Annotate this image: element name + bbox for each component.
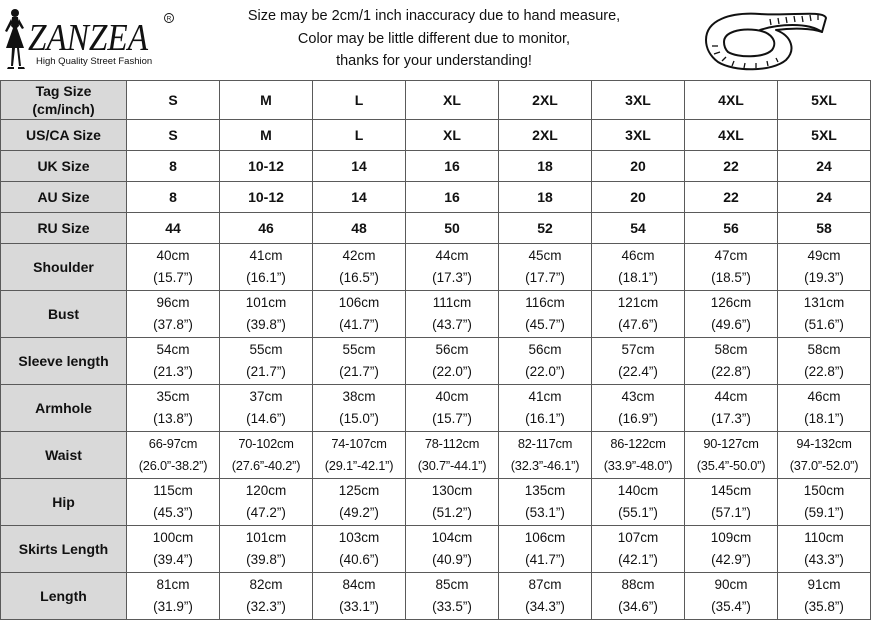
table-cell: 115cm (45.3”) — [127, 479, 220, 526]
table-row — [1, 291, 871, 338]
table-cell: XL — [406, 120, 499, 151]
row-label: Sleeve length — [1, 338, 127, 385]
table-cell: 3XL — [592, 120, 685, 151]
table-cell: 44cm (17.3”) — [685, 385, 778, 432]
table-cell: 16 — [406, 182, 499, 213]
table-cell: 109cm (42.9”) — [685, 526, 778, 573]
table-cell: 24 — [778, 151, 871, 182]
table-cell: 126cm (49.6”) — [685, 291, 778, 338]
table-cell: 41cm (16.1”) — [499, 385, 592, 432]
table-cell: 24 — [778, 182, 871, 213]
table-cell: 56 — [685, 213, 778, 244]
table-cell: 121cm (47.6”) — [592, 291, 685, 338]
table-cell: S — [127, 120, 220, 151]
size-chart-table — [0, 80, 871, 620]
table-cell: 14 — [313, 182, 406, 213]
table-row — [1, 573, 871, 620]
table-row — [1, 244, 871, 291]
table-row — [1, 385, 871, 432]
table-cell: 150cm (59.1”) — [778, 479, 871, 526]
table-row — [1, 213, 871, 244]
table-cell: 48 — [313, 213, 406, 244]
table-cell: 104cm (40.9”) — [406, 526, 499, 573]
table-cell: 46cm (18.1”) — [778, 385, 871, 432]
table-cell: 91cm (35.8”) — [778, 573, 871, 620]
table-cell: 54 — [592, 213, 685, 244]
table-cell: 37cm (14.6”) — [220, 385, 313, 432]
table-cell: 116cm (45.7”) — [499, 291, 592, 338]
table-cell: 96cm (37.8”) — [127, 291, 220, 338]
disclaimer-line: Size may be 2cm/1 inch inaccuracy due to hand measure, — [247, 8, 621, 24]
table-cell: 4XL — [685, 120, 778, 151]
row-label: US/CA Size — [1, 120, 127, 151]
table-cell: 40cm (15.7”) — [406, 385, 499, 432]
table-cell: 8 — [127, 151, 220, 182]
table-cell: 86-122cm (33.9”-48.0”) — [592, 432, 685, 479]
table-cell: 106cm (41.7”) — [499, 526, 592, 573]
table-cell: 14 — [313, 151, 406, 182]
table-cell: 18 — [499, 182, 592, 213]
table-cell: L — [313, 81, 406, 120]
table-cell: 52 — [499, 213, 592, 244]
table-cell: 43cm (16.9”) — [592, 385, 685, 432]
table-cell: 57cm (22.4”) — [592, 338, 685, 385]
table-cell: 2XL — [499, 81, 592, 120]
table-cell: 145cm (57.1”) — [685, 479, 778, 526]
table-cell: 22 — [685, 151, 778, 182]
table-cell: 8 — [127, 182, 220, 213]
row-label: Shoulder — [1, 244, 127, 291]
table-cell: 88cm (34.6”) — [592, 573, 685, 620]
table-cell: 101cm (39.8”) — [220, 526, 313, 573]
table-cell: 130cm (51.2”) — [406, 479, 499, 526]
row-label: AU Size — [1, 182, 127, 213]
table-cell: 22 — [685, 182, 778, 213]
fashion-silhouette-icon — [2, 4, 178, 74]
row-label: Bust — [1, 291, 127, 338]
table-row — [1, 151, 871, 182]
table-cell: 41cm (16.1”) — [220, 244, 313, 291]
table-cell: 81cm (31.9”) — [127, 573, 220, 620]
row-label: Armhole — [1, 385, 127, 432]
table-cell: 10-12 — [220, 151, 313, 182]
table-cell: L — [313, 120, 406, 151]
table-row — [1, 120, 871, 151]
table-cell: 55cm (21.7”) — [220, 338, 313, 385]
table-cell: 3XL — [592, 81, 685, 120]
table-cell: 58cm (22.8”) — [685, 338, 778, 385]
table-cell: 85cm (33.5”) — [406, 573, 499, 620]
table-cell: 82-117cm (32.3”-46.1”) — [499, 432, 592, 479]
table-cell: 90-127cm (35.4”-50.0”) — [685, 432, 778, 479]
disclaimer — [214, 5, 654, 73]
table-cell: 94-132cm (37.0”-52.0”) — [778, 432, 871, 479]
table-cell: 35cm (13.8”) — [127, 385, 220, 432]
table-cell: 50 — [406, 213, 499, 244]
table-cell: 58cm (22.8”) — [778, 338, 871, 385]
table-cell: 78-112cm (30.7”-44.1”) — [406, 432, 499, 479]
table-cell: 46 — [220, 213, 313, 244]
table-cell: 44cm (17.3”) — [406, 244, 499, 291]
table-row — [1, 479, 871, 526]
table-cell: 70-102cm (27.6”-40.2”) — [220, 432, 313, 479]
table-cell: 47cm (18.5”) — [685, 244, 778, 291]
header — [0, 0, 871, 80]
table-row — [1, 182, 871, 213]
table-cell: 5XL — [778, 120, 871, 151]
table-cell: 140cm (55.1”) — [592, 479, 685, 526]
table-cell: 125cm (49.2”) — [313, 479, 406, 526]
table-cell: 38cm (15.0”) — [313, 385, 406, 432]
table-cell: M — [220, 120, 313, 151]
table-cell: 20 — [592, 182, 685, 213]
table-cell: 20 — [592, 151, 685, 182]
svg-text:R: R — [166, 15, 172, 23]
table-cell: 18 — [499, 151, 592, 182]
brand-name: ZANZEA — [28, 17, 149, 59]
table-cell: 100cm (39.4”) — [127, 526, 220, 573]
table-cell: 2XL — [499, 120, 592, 151]
table-cell: 120cm (47.2”) — [220, 479, 313, 526]
table-cell: 54cm (21.3”) — [127, 338, 220, 385]
disclaimer-line: thanks for your understanding! — [336, 53, 532, 69]
row-label: RU Size — [1, 213, 127, 244]
table-row — [1, 526, 871, 573]
row-label: UK Size — [1, 151, 127, 182]
table-cell: 66-97cm (26.0”-38.2”) — [127, 432, 220, 479]
row-label: Tag Size (cm/inch) — [1, 81, 127, 120]
table-row — [1, 432, 871, 479]
table-cell: 49cm (19.3”) — [778, 244, 871, 291]
measuring-tape-icon — [700, 6, 832, 74]
table-cell: 107cm (42.1”) — [592, 526, 685, 573]
table-cell: 106cm (41.7”) — [313, 291, 406, 338]
table-cell: 46cm (18.1”) — [592, 244, 685, 291]
table-row — [1, 81, 871, 120]
table-cell: 56cm (22.0”) — [499, 338, 592, 385]
table-cell: 42cm (16.5”) — [313, 244, 406, 291]
table-cell: 44 — [127, 213, 220, 244]
brand-tagline: High Quality Street Fashion — [36, 56, 153, 67]
table-cell: XL — [406, 81, 499, 120]
table-cell: S — [127, 81, 220, 120]
table-cell: 56cm (22.0”) — [406, 338, 499, 385]
table-cell: 5XL — [778, 81, 871, 120]
table-cell: 131cm (51.6”) — [778, 291, 871, 338]
table-cell: 45cm (17.7”) — [499, 244, 592, 291]
brand-logo — [2, 4, 178, 74]
table-cell: 10-12 — [220, 182, 313, 213]
disclaimer-line: Color may be little different due to monitor, — [297, 30, 571, 47]
table-cell: 103cm (40.6”) — [313, 526, 406, 573]
table-cell: M — [220, 81, 313, 120]
table-cell: 74-107cm (29.1”-42.1”) — [313, 432, 406, 479]
row-label: Waist — [1, 432, 127, 479]
row-label: Length — [1, 573, 127, 620]
table-cell: 135cm (53.1”) — [499, 479, 592, 526]
table-cell: 111cm (43.7”) — [406, 291, 499, 338]
table-cell: 110cm (43.3”) — [778, 526, 871, 573]
table-cell: 40cm (15.7”) — [127, 244, 220, 291]
row-label: Skirts Length — [1, 526, 127, 573]
table-cell: 87cm (34.3”) — [499, 573, 592, 620]
table-cell: 4XL — [685, 81, 778, 120]
table-cell: 82cm (32.3”) — [220, 573, 313, 620]
table-cell: 16 — [406, 151, 499, 182]
table-cell: 58 — [778, 213, 871, 244]
table-cell: 101cm (39.8”) — [220, 291, 313, 338]
row-label: Hip — [1, 479, 127, 526]
table-row — [1, 338, 871, 385]
table-cell: 55cm (21.7”) — [313, 338, 406, 385]
table-cell: 90cm (35.4”) — [685, 573, 778, 620]
table-cell: 84cm (33.1”) — [313, 573, 406, 620]
